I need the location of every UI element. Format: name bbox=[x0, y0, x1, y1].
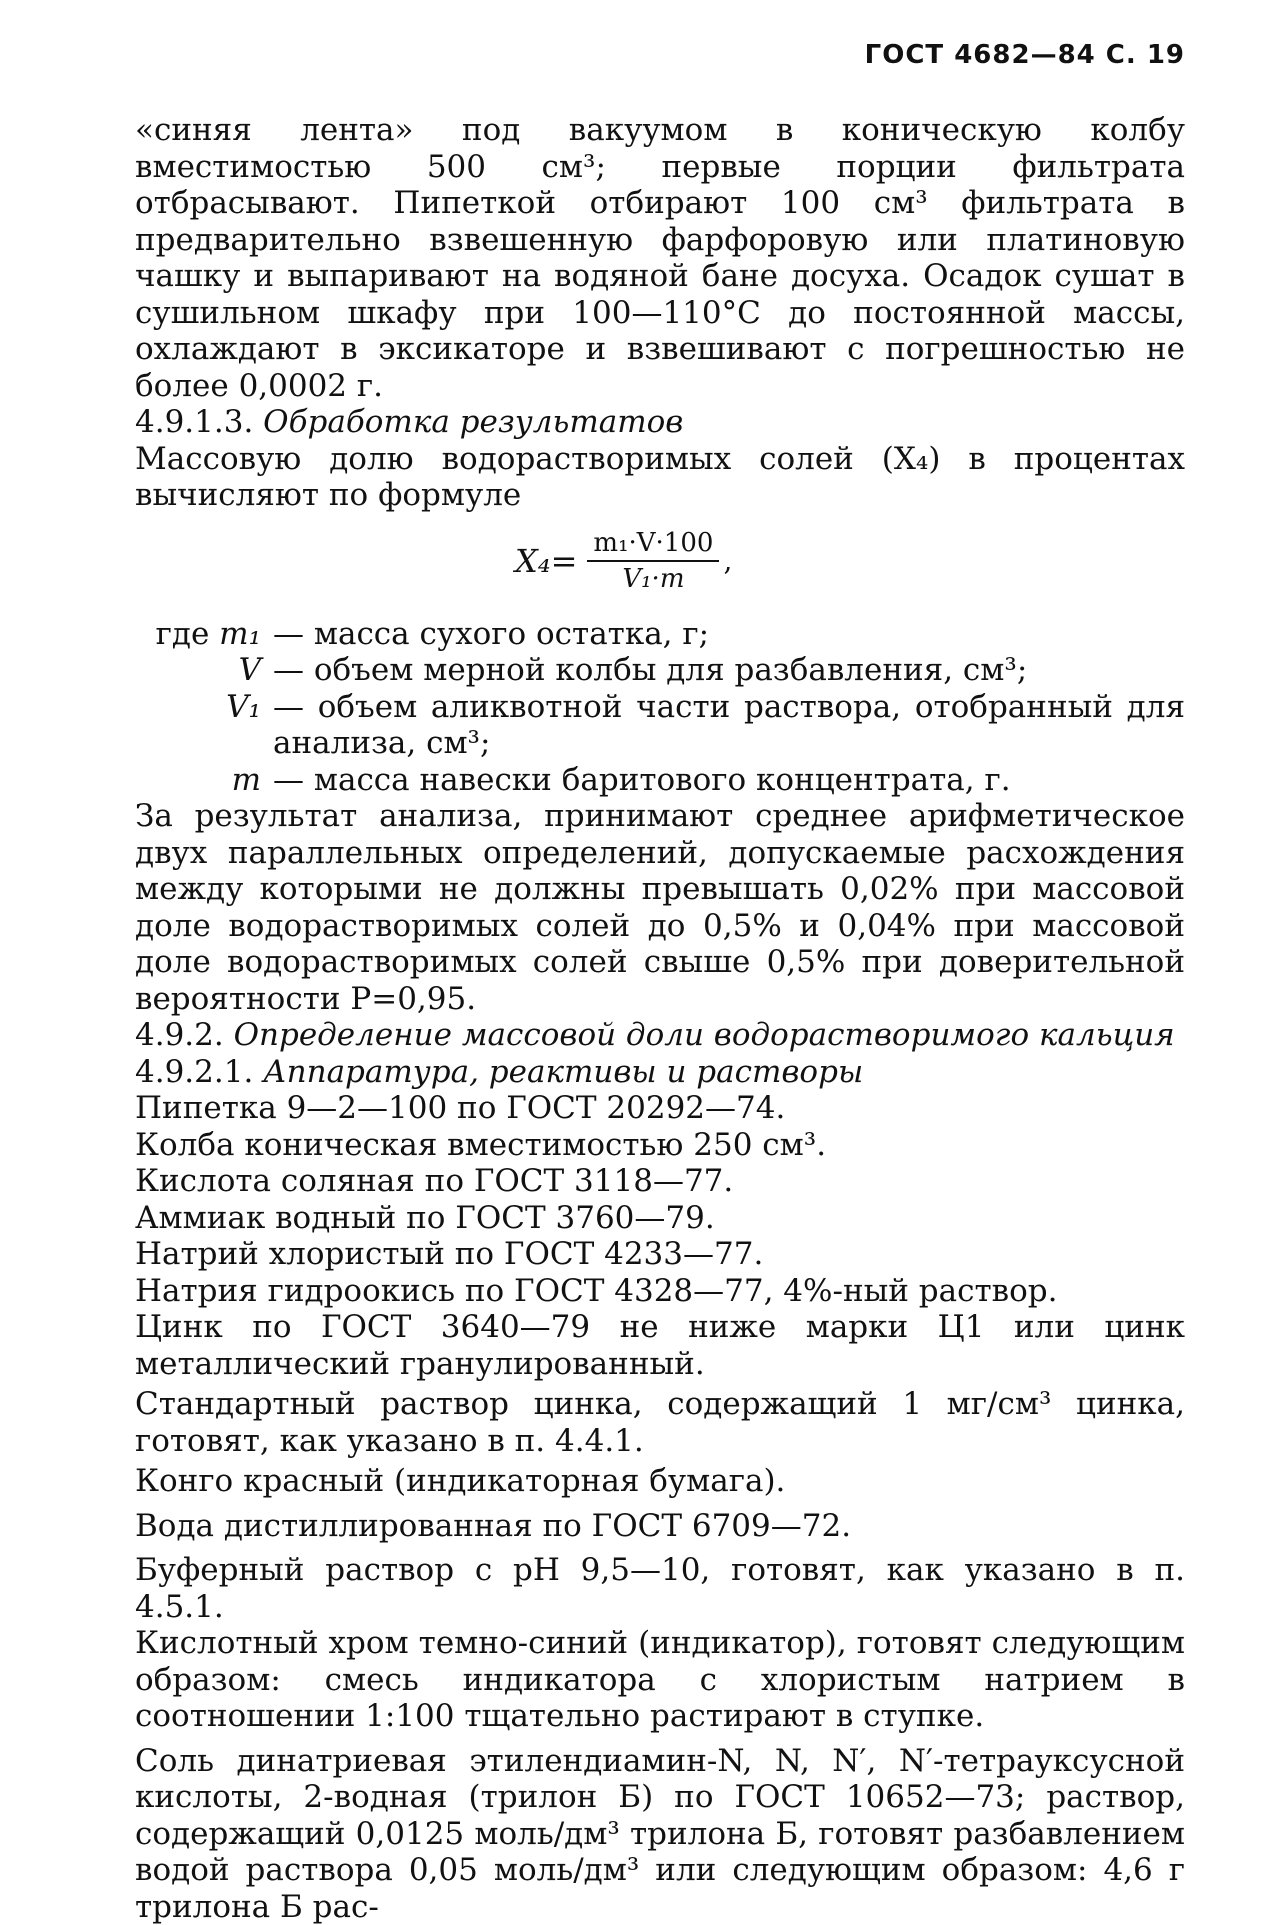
section-title: Определение массовой доли водорастворимого кальция bbox=[234, 1017, 1175, 1053]
legend-row bbox=[135, 762, 1185, 799]
legend-symbol: V bbox=[239, 652, 261, 688]
legend-row bbox=[135, 616, 1185, 653]
legend-text: — масса сухого остатка, г; bbox=[273, 616, 1185, 653]
list-item: Натрия гидроокись по ГОСТ 4328—77, 4%-ный раствор. bbox=[135, 1273, 1185, 1310]
formula-fraction bbox=[587, 526, 719, 596]
list-item: Конго красный (индикаторная бумага). bbox=[135, 1463, 1185, 1500]
formula bbox=[135, 514, 1185, 616]
section-heading-492 bbox=[135, 1017, 1185, 1054]
section-number: 4.9.2.1. bbox=[135, 1054, 253, 1090]
formula-denominator: V₁·m bbox=[622, 562, 684, 596]
legend-lead: где bbox=[156, 616, 210, 652]
list-item: Цинк по ГОСТ 3640—79 не ниже марки Ц1 или цинк металлический гранулированный. bbox=[135, 1309, 1185, 1382]
formula-tail: , bbox=[723, 544, 732, 577]
formula-numerator: m₁·V·100 bbox=[587, 526, 719, 562]
section-heading-4913 bbox=[135, 404, 1185, 441]
list-item: Вода дистиллированная по ГОСТ 6709—72. bbox=[135, 1508, 1185, 1545]
section-heading-4921 bbox=[135, 1054, 1185, 1091]
page-header: ГОСТ 4682—84 С. 19 bbox=[865, 40, 1185, 70]
legend-text: — масса навески баритового концентрата, г. bbox=[273, 762, 1185, 799]
section-number: 4.9.1.3. bbox=[135, 404, 253, 440]
formula-lhs: X₄= bbox=[515, 542, 577, 580]
legend-row bbox=[135, 652, 1185, 689]
list-item: Соль динатриевая этилендиамин-N, N, N′, N′-тетрауксусной кислоты, 2-водная (трилон Б) по ГОСТ 10652—73; раствор, содержащий 0,0125 моль/дм³ трилона Б, готовят разбавлением водой раствора 0,05 моль/дм³ или следующим образом: 4,6 г трилона Б рас- bbox=[135, 1743, 1185, 1925]
paragraph-formula-intro: Массовую долю водорастворимых солей (X₄) в процентах вычисляют по формуле bbox=[135, 441, 1185, 514]
legend-text: — объем аликвотной части раствора, отобранный для анализа, см³; bbox=[273, 689, 1185, 762]
legend-text: — объем мерной колбы для разбавления, см³; bbox=[273, 652, 1185, 689]
list-item: Аммиак водный по ГОСТ 3760—79. bbox=[135, 1200, 1185, 1237]
list-item: Кислота соляная по ГОСТ 3118—77. bbox=[135, 1163, 1185, 1200]
list-item: Пипетка 9—2—100 по ГОСТ 20292—74. bbox=[135, 1090, 1185, 1127]
section-title: Обработка результатов bbox=[263, 404, 683, 440]
section-title: Аппаратура, реактивы и растворы bbox=[263, 1054, 863, 1090]
paragraph-filtration: «синяя лента» под вакуумом в коническую колбу вместимостью 500 см³; первые порции фильтрата отбрасывают. Пипеткой отбирают 100 см³ фильтрата в предварительно взвешенную фарфоровую или платиновую чашку и выпаривают на водяной бане досуха. Осадок сушат в сушильном шкафу при 100—110°С до постоянной массы, охлаждают в эксикаторе и взвешивают с погрешностью не более 0,0002 г. bbox=[135, 112, 1185, 404]
list-item: Буферный раствор с рН 9,5—10, готовят, как указано в п. 4.5.1. bbox=[135, 1552, 1185, 1625]
section-number: 4.9.2. bbox=[135, 1017, 224, 1053]
list-item: Кислотный хром темно-синий (индикатор), готовят следующим образом: смесь индикатора с хлористым натрием в соотношении 1:100 тщательно растирают в ступке. bbox=[135, 1625, 1185, 1735]
list-item: Стандартный раствор цинка, содержащий 1 мг/см³ цинка, готовят, как указано в п. 4.4.1. bbox=[135, 1386, 1185, 1459]
list-item: Колба коническая вместимостью 250 см³. bbox=[135, 1127, 1185, 1164]
legend-row bbox=[135, 689, 1185, 762]
list-item: Натрий хлористый по ГОСТ 4233—77. bbox=[135, 1236, 1185, 1273]
formula-legend bbox=[135, 616, 1185, 799]
paragraph-result: За результат анализа, принимают среднее арифметическое двух параллельных определений, допускаемые расхождения между которыми не должны превышать 0,02% при массовой доле водорастворимых солей до 0,5% и 0,04% при массовой доле водорастворимых солей свыше 0,5% при доверительной вероятности P=0,95. bbox=[135, 798, 1185, 1017]
legend-symbol: m₁ bbox=[219, 616, 261, 652]
document-body bbox=[135, 112, 1185, 1925]
legend-symbol: V₁ bbox=[226, 689, 261, 725]
legend-symbol: m bbox=[232, 762, 261, 798]
